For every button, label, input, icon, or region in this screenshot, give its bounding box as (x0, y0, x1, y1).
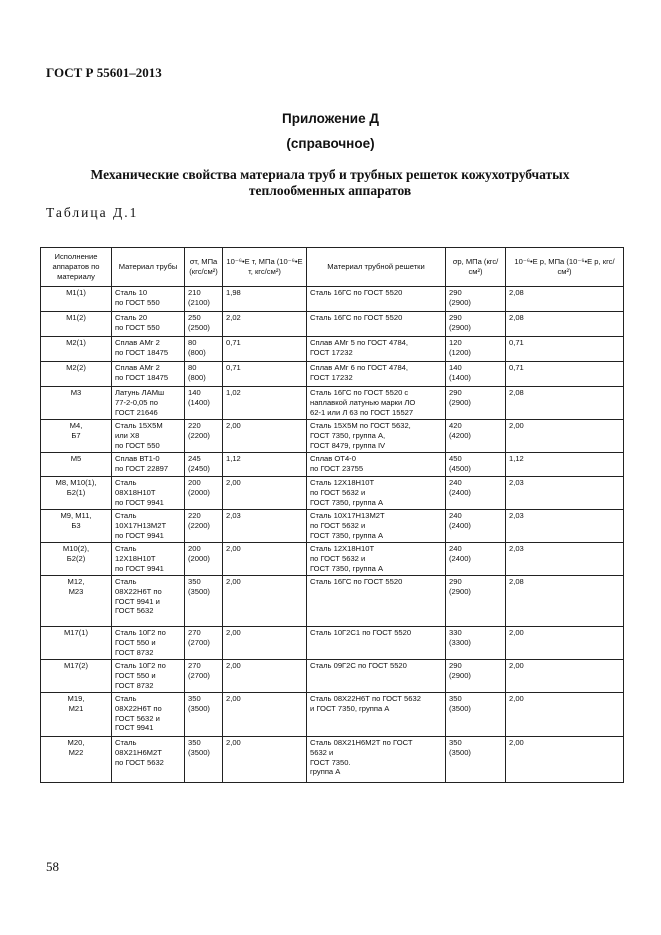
table-cell: 220 (2200) (185, 510, 223, 543)
table-cell: 2,08 (506, 576, 624, 627)
table-cell: Сплав АМг 6 по ГОСТ 4784, ГОСТ 17232 (307, 362, 446, 387)
table-row (41, 312, 624, 337)
table-cell: 350 (3500) (185, 693, 223, 737)
table-cell: 350 (3500) (185, 737, 223, 783)
table-cell: Сталь 16ГС по ГОСТ 5520 (307, 312, 446, 337)
table-cell: 2,03 (506, 543, 624, 576)
table-cell: 2,00 (506, 627, 624, 660)
table-row (41, 576, 624, 627)
column-header: 10⁻⁶•Е р, МПа (10⁻⁶•Е р, кгс/см²) (506, 248, 624, 287)
table-cell: Сталь 10Г2 по ГОСТ 550 и ГОСТ 8732 (112, 627, 185, 660)
table-cell: 1,98 (223, 287, 307, 312)
table-cell: Сплав ОТ4-0 по ГОСТ 23755 (307, 453, 446, 477)
table-cell: Сталь 09Г2С по ГОСТ 5520 (307, 660, 446, 693)
table-cell: 450 (4500) (446, 453, 506, 477)
table-cell: 2,03 (506, 510, 624, 543)
table-header-row (41, 248, 624, 287)
table-cell: Сталь 15Х5М или Х8 по ГОСТ 550 (112, 420, 185, 453)
table-cell: Сталь 08Х22Н6Т по ГОСТ 5632 и ГОСТ 7350, группа А (307, 693, 446, 737)
table-cell: 330 (3300) (446, 627, 506, 660)
table-cell: Сталь 10Х17Н13М2Т по ГОСТ 5632 и ГОСТ 7350, группа А (307, 510, 446, 543)
table-cell: Сталь 16ГС по ГОСТ 5520 (307, 287, 446, 312)
table-cell: 2,00 (506, 660, 624, 693)
table-row (41, 737, 624, 783)
table-cell: 350 (3500) (185, 576, 223, 627)
table-cell: 270 (2700) (185, 627, 223, 660)
table-cell: М5 (41, 453, 112, 477)
table-cell: 2,02 (223, 312, 307, 337)
table-cell: Сплав АМг 2 по ГОСТ 18475 (112, 362, 185, 387)
table-cell: Сталь 15Х5М по ГОСТ 5632, ГОСТ 7350, группа А, ГОСТ 8479, группа IV (307, 420, 446, 453)
table-cell: 2,08 (506, 312, 624, 337)
column-header: σт, МПа (кгс/см²) (185, 248, 223, 287)
table-row (41, 693, 624, 737)
appendix-title: Приложение Д (282, 111, 379, 126)
table-cell: М12, М23 (41, 576, 112, 627)
table-cell: 2,08 (506, 287, 624, 312)
column-header: σр, МПа (кгс/см²) (446, 248, 506, 287)
table-cell: 120 (1200) (446, 337, 506, 362)
table-cell: Сплав ВТ1-0 по ГОСТ 22897 (112, 453, 185, 477)
table-cell: М1(2) (41, 312, 112, 337)
table-cell: 200 (2000) (185, 543, 223, 576)
table-cell: 290 (2900) (446, 312, 506, 337)
table-cell: 210 (2100) (185, 287, 223, 312)
table-cell: 2,00 (223, 627, 307, 660)
table-cell: 2,00 (223, 693, 307, 737)
table-row (41, 362, 624, 387)
table-row (41, 337, 624, 362)
column-header: Исполнение аппаратов по материалу (41, 248, 112, 287)
table-cell: 1,12 (223, 453, 307, 477)
table-cell: 1,12 (506, 453, 624, 477)
table-cell: 140 (1400) (185, 387, 223, 420)
page-number: 58 (46, 859, 59, 874)
table-cell: 240 (2400) (446, 543, 506, 576)
table-cell: М2(2) (41, 362, 112, 387)
table-cell: 2,00 (223, 576, 307, 627)
table-row (41, 660, 624, 693)
table-cell: Сталь 08Х22Н6Т по ГОСТ 5632 и ГОСТ 9941 (112, 693, 185, 737)
table-heading: Механические свойства материала труб и трубных решеток кожухотрубчатых теплообменных аппаратов (90, 167, 570, 198)
table-cell: 2,00 (223, 477, 307, 510)
table-cell: Латунь ЛАМш 77-2-0,05 по ГОСТ 21646 (112, 387, 185, 420)
table-cell: 0,71 (506, 362, 624, 387)
table-cell: Сталь 10Х17Н13М2Т по ГОСТ 9941 (112, 510, 185, 543)
table-cell: 2,00 (223, 660, 307, 693)
table-cell: 290 (2900) (446, 387, 506, 420)
table-cell: М17(2) (41, 660, 112, 693)
table-cell: М4, Б7 (41, 420, 112, 453)
column-header: Материал трубной решетки (307, 248, 446, 287)
table-cell: Сталь 20 по ГОСТ 550 (112, 312, 185, 337)
table-cell: 2,00 (223, 420, 307, 453)
table-cell: Сталь 08Х22Н6Т по ГОСТ 9941 и ГОСТ 5632 (112, 576, 185, 627)
table-cell: 220 (2200) (185, 420, 223, 453)
table-cell: М3 (41, 387, 112, 420)
table-cell: 2,00 (506, 693, 624, 737)
table-cell: Сталь 12Х18Н10Т по ГОСТ 9941 (112, 543, 185, 576)
table-cell: М17(1) (41, 627, 112, 660)
table-row (41, 627, 624, 660)
table-cell: Сталь 16ГС по ГОСТ 5520 с наплавкой латунью марки ЛО 62-1 или Л 63 по ГОСТ 15527 (307, 387, 446, 420)
table-cell: Сталь 12Х18Н10Т по ГОСТ 5632 и ГОСТ 7350, группа А (307, 543, 446, 576)
table-row (41, 543, 624, 576)
table-row (41, 287, 624, 312)
table-cell: 270 (2700) (185, 660, 223, 693)
table-cell: 0,71 (223, 362, 307, 387)
table-cell: 240 (2400) (446, 477, 506, 510)
table-body (41, 287, 624, 783)
table-cell: 0,71 (223, 337, 307, 362)
appendix-subtitle: (справочное) (286, 136, 375, 151)
table-cell: Сталь 08Х21Н6М2Т по ГОСТ 5632 и ГОСТ 7350. группа А (307, 737, 446, 783)
table-cell: 420 (4200) (446, 420, 506, 453)
table-caption: Таблица Д.1 (46, 205, 139, 220)
table-cell: М8, М10(1), Б2(1) (41, 477, 112, 510)
table-cell: Сталь 10Г2 по ГОСТ 550 и ГОСТ 8732 (112, 660, 185, 693)
table-cell: 2,00 (506, 420, 624, 453)
table-cell: 2,00 (506, 737, 624, 783)
table-cell: Сталь 08Х18Н10Т по ГОСТ 9941 (112, 477, 185, 510)
table-cell: 2,00 (223, 737, 307, 783)
table-row (41, 387, 624, 420)
table-cell: 2,03 (506, 477, 624, 510)
table-cell: М2(1) (41, 337, 112, 362)
table-cell: 290 (2900) (446, 660, 506, 693)
table-cell: 200 (2000) (185, 477, 223, 510)
properties-table (40, 247, 624, 783)
column-header: Материал трубы (112, 248, 185, 287)
table-row (41, 420, 624, 453)
table-row (41, 510, 624, 543)
table-cell: 290 (2900) (446, 576, 506, 627)
table-cell: 0,71 (506, 337, 624, 362)
table-cell: Сталь 10Г2С1 по ГОСТ 5520 (307, 627, 446, 660)
table-cell: 245 (2450) (185, 453, 223, 477)
table-cell: М20, М22 (41, 737, 112, 783)
standard-number: ГОСТ Р 55601–2013 (46, 65, 162, 80)
table-cell: 240 (2400) (446, 510, 506, 543)
table-cell: М19, М21 (41, 693, 112, 737)
table-cell: 350 (3500) (446, 737, 506, 783)
table-cell: М9, М11, Б3 (41, 510, 112, 543)
table-cell: Сталь 12Х18Н10Т по ГОСТ 5632 и ГОСТ 7350, группа А (307, 477, 446, 510)
table-row (41, 453, 624, 477)
table-cell: М10(2), Б2(2) (41, 543, 112, 576)
table-cell: 2,00 (223, 543, 307, 576)
table-cell: 350 (3500) (446, 693, 506, 737)
table-cell: 2,03 (223, 510, 307, 543)
table-cell: 1,02 (223, 387, 307, 420)
table-cell: 80 (800) (185, 337, 223, 362)
table-cell: 290 (2900) (446, 287, 506, 312)
table-cell: Сталь 08Х21Н6М2Т по ГОСТ 5632 (112, 737, 185, 783)
table-cell: Сплав АМг 5 по ГОСТ 4784, ГОСТ 17232 (307, 337, 446, 362)
column-header: 10⁻⁶•Е т, МПа (10⁻⁶•Е т, кгс/см²) (223, 248, 307, 287)
table-cell: М1(1) (41, 287, 112, 312)
table-cell: 2,08 (506, 387, 624, 420)
table-cell: Сталь 16ГС по ГОСТ 5520 (307, 576, 446, 627)
table-cell: Сплав АМг 2 по ГОСТ 18475 (112, 337, 185, 362)
table-cell: 140 (1400) (446, 362, 506, 387)
table-cell: 80 (800) (185, 362, 223, 387)
table-cell: Сталь 10 по ГОСТ 550 (112, 287, 185, 312)
table-cell: 250 (2500) (185, 312, 223, 337)
table-row (41, 477, 624, 510)
